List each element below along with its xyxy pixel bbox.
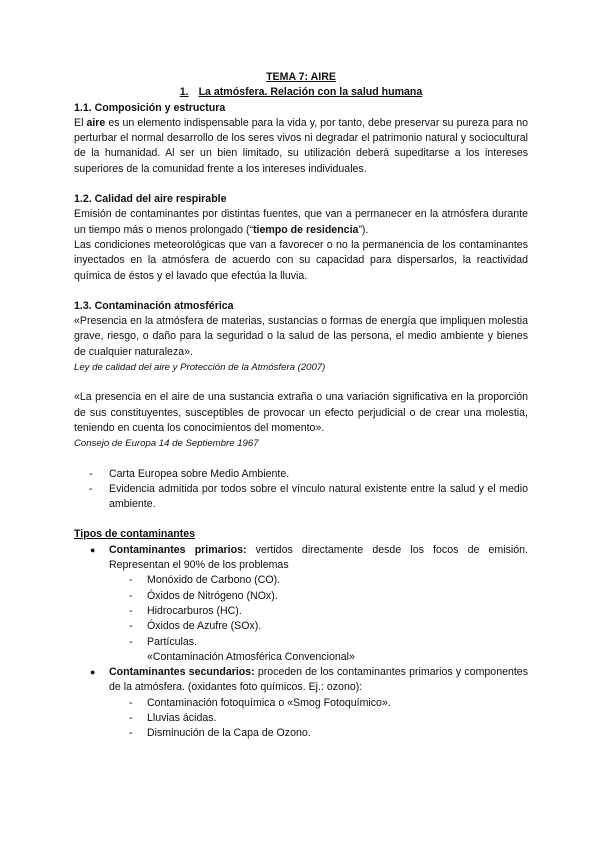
types-heading-text: Tipos de contaminantes: [74, 528, 196, 541]
text-run: El: [74, 116, 87, 129]
section-1-heading: [74, 85, 528, 100]
title-text: TEMA 7: AIRE: [266, 71, 336, 83]
primary-label: Contaminantes primarios:: [109, 543, 247, 556]
section-1-1-paragraph: [74, 116, 528, 177]
section-1-title: La atmósfera. Relación con la salud humana: [198, 86, 423, 99]
list-item: - Monóxido de Carbono (CO).: [129, 573, 528, 588]
dash-list: [74, 467, 528, 513]
section-1-3-heading: 1.3. Contaminación atmosférica: [74, 299, 234, 312]
list-item: - Óxidos de Nitrógeno (NOx).: [129, 589, 528, 604]
text-run: Emisión de contaminantes por distintas fuentes, que van a permanecer en la atmósfera durante un tiempo más o menos prolongado (“: [74, 208, 528, 236]
list-item: - Evidencia admitida por todos sobre el vínculo natural existente entre la salud y el medio ambiente.: [89, 482, 528, 513]
secondary-text: proceden de los contaminantes primarios y componentes de la atmósfera. (oxidantes foto químicos. Ej.: ozono):: [109, 666, 528, 694]
quote-1: «Presencia en la atmósfera de materias, sustancias o formas de energía que impliquen molestia grave, riesgo, o daño para la seguridad o la salud de las persona, el medio ambiente y bienes de cualquier naturaleza».: [74, 315, 528, 358]
primary-text: vertidos directamente desde los focos de emisión. Representan el 90% de los problemas: [109, 543, 528, 572]
document-title: [74, 70, 528, 85]
primary-sub-list: [109, 573, 528, 649]
list-item: - Disminución de la Capa de Ozono.: [129, 726, 528, 741]
primary-pollutants-item: [89, 543, 528, 665]
bold-term: tiempo de residencia: [253, 223, 359, 236]
document-page: [74, 70, 528, 742]
secondary-sub-list: [109, 696, 528, 742]
citation-1: Ley de calidad del aire y Protección de la Atmósfera (2007): [74, 362, 326, 374]
list-item: - Hidrocarburos (HC).: [129, 604, 528, 619]
secondary-label: Contaminantes secundarios:: [109, 666, 255, 679]
text-run: ”).: [358, 223, 369, 236]
list-item: - Óxidos de Azufre (SOx).: [129, 619, 528, 634]
citation-2: Consejo de Europa 14 de Septiembre 1967: [74, 438, 259, 450]
list-item: - Lluvias ácidas.: [129, 711, 528, 726]
list-item: - Partículas.: [129, 635, 528, 650]
text-run: es un elemento indispensable para la vida y, por tanto, debe preservar su pureza para no perturbar el normal desarrollo de los seres vivos ni degradar el patrimonio natural y sociocultural de la humanidad. Al ser un bien limitado, su utilización deberá supeditarse a los intereses superiores de la comunidad frente a los intereses individuales.: [74, 116, 528, 175]
section-1-number: 1.: [179, 86, 189, 99]
primary-note: «Contaminación Atmosférica Convencional»: [147, 650, 355, 663]
quote-2: «La presencia en el aire de una sustancia extraña o una variación significativa en la proporción de sus constituyentes, susceptibles de provocar un efecto perjudicial o de crear una molestia, teniendo en cuenta los conocimientos del momento».: [74, 391, 528, 434]
section-1-2-paragraph-2: Las condiciones meteorológicas que van a favorecer o no la permanencia de los contaminantes inyectados en la atmósfera de acuerdo con su capacidad para dispersarlos, la reactividad química de éstos y el lavado que efectúa la lluvia.: [74, 238, 528, 282]
section-1-2-heading: 1.2. Calidad del aire respirable: [74, 193, 227, 206]
list-item: - Contaminación fotoquímica o «Smog Fotoquímico».: [129, 696, 528, 711]
types-heading: [74, 527, 528, 542]
bold-term: aire: [86, 116, 106, 129]
list-item: - Carta Europea sobre Medio Ambiente.: [89, 467, 528, 482]
section-1-1-heading: 1.1. Composición y estructura: [74, 101, 226, 114]
section-1-2-paragraph-1: [74, 207, 528, 238]
secondary-pollutants-item: [89, 665, 528, 741]
types-list: [74, 543, 528, 742]
